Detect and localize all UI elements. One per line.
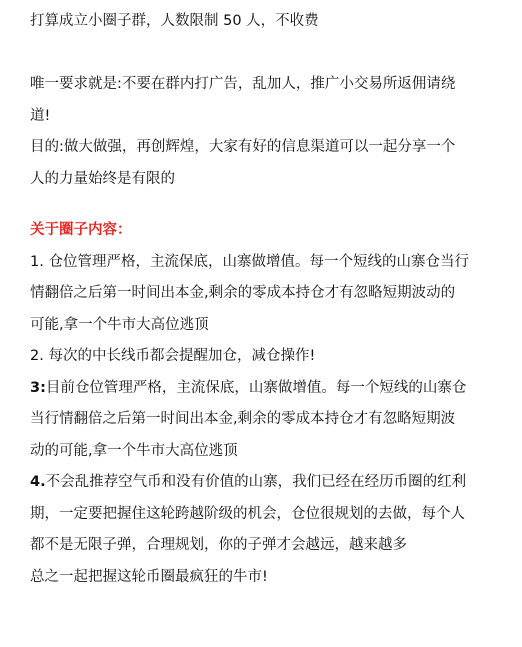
item-4-line-1	[30, 467, 508, 499]
item-3-line-1	[30, 373, 508, 405]
section-heading: 关于圈子内容：	[30, 222, 132, 238]
item-number: 3:	[30, 379, 46, 396]
rules-line-2: 道!	[30, 107, 51, 124]
purpose-line-1: 目的:做大做强，再创辉煌，大家有好的信息渠道可以一起分享一个	[30, 139, 456, 155]
item-text: 每次的中长线币都会提醒加仓，减仓操作!	[43, 348, 316, 364]
item-1-line-3: 可能,拿一个牛市大高位逃顶	[30, 316, 209, 333]
item-4-line-2: 期，一定要把握住这轮跨越阶级的机会，仓位很规划的去做，每个人	[30, 505, 465, 522]
spacer	[30, 38, 508, 70]
intro-line: 打算成立小圈子群，人数限制 50 人，不收费	[30, 13, 319, 29]
item-1-line-2: 情翻倍之后第一时间出本金,剩余的零成本持仓才有忽略短期波动的	[30, 285, 456, 301]
spacer	[30, 195, 508, 215]
item-3-line-2: 当行情翻倍之后第一时间出本金,剩余的零成本持仓才有忽略短期波	[30, 411, 456, 427]
item-3-line-3: 动的可能,拿一个牛市大高位逃顶	[30, 442, 238, 459]
purpose-line-2: 人的力量始终是有限的	[30, 170, 175, 187]
item-text: 不会乱推荐空气币和没有价值的山寨，我们已经在经历币圈的红利	[45, 474, 467, 490]
item-1-line-1	[30, 247, 508, 279]
item-text: 目前仓位管理严格，主流保底，山寨做增值。每一个短线的山寨仓	[45, 379, 467, 396]
item-number: 2.	[30, 348, 44, 364]
item-4-line-3: 都不是无限子弹，合理规划，你的子弹才会越远，越来越多	[30, 537, 407, 553]
item-number: 1.	[30, 253, 44, 270]
item-number: 4.	[30, 474, 46, 490]
item-text: 仓位管理严格，主流保底，山寨做增值。每一个短线的山寨仓当行	[43, 253, 469, 270]
rules-line-1: 唯一要求就是:不要在群内打广告，乱加人，推广小交易所返佣请绕	[30, 76, 456, 92]
item-2-line-1	[30, 341, 508, 373]
closing-line: 总之一起把握这轮币圈最疯狂的牛市!	[30, 568, 268, 585]
